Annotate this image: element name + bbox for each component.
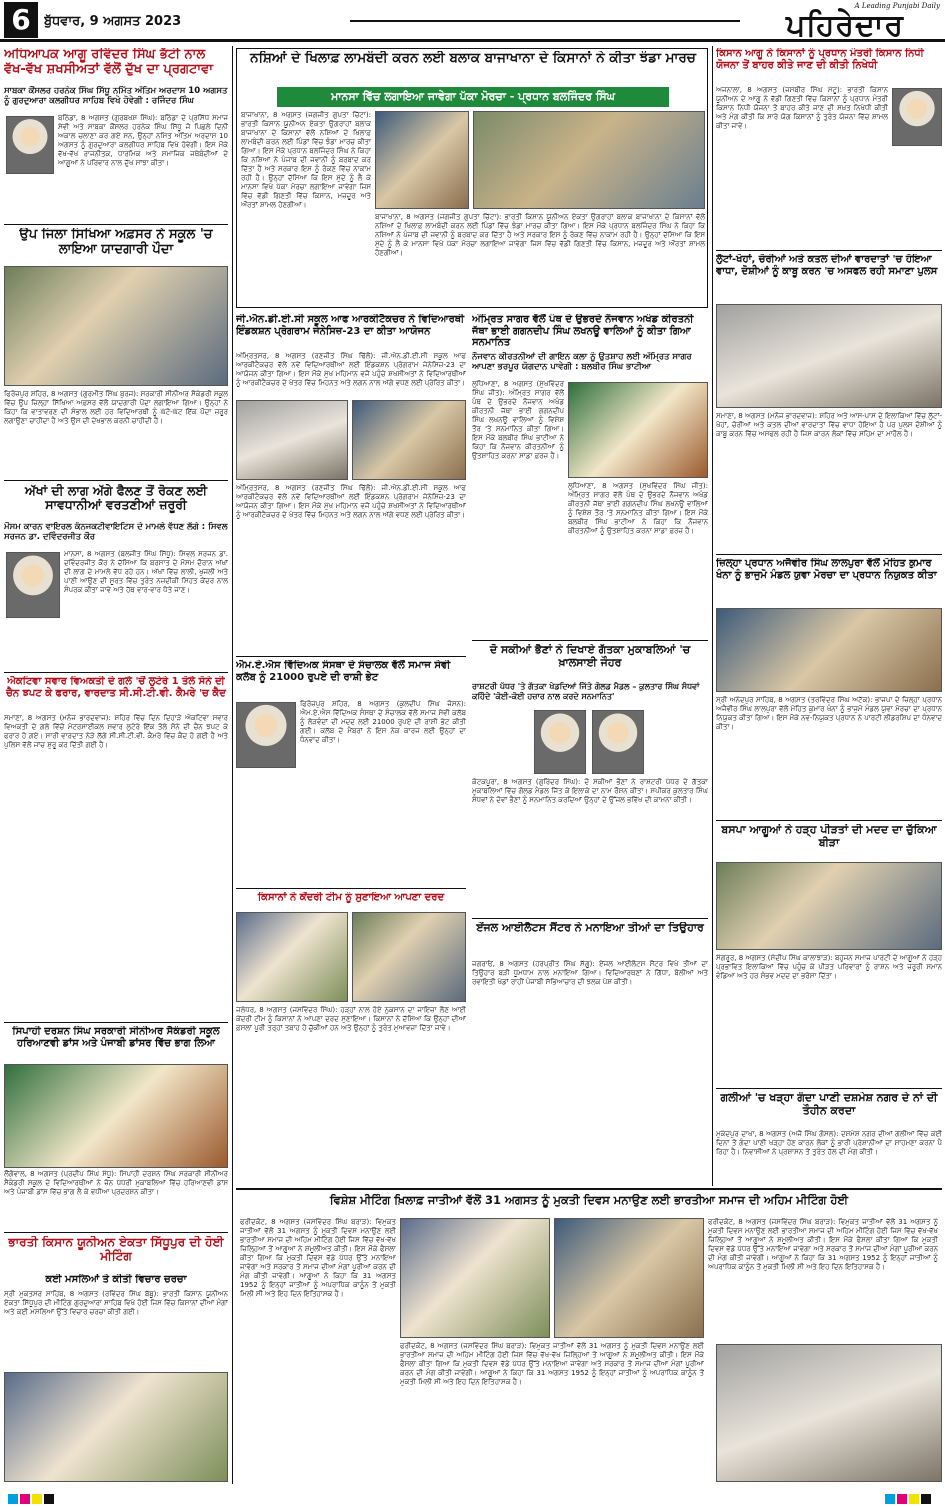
lead-photo (473, 111, 705, 209)
magenta-swatch (20, 1494, 30, 1504)
column-rule (232, 46, 233, 1484)
headline: ਗਲੀਆਂ 'ਚ ਖੜ੍ਹਾ ਗੰਦਾ ਪਾਣੀ ਦਸ਼ਮੇਸ਼ ਨਗਰ ਦੇ ਨਾਂ ਦੀ ਤੌਹੀਨ ਕਰਦਾ (720, 1092, 938, 1117)
divider (716, 554, 942, 555)
column-rule (712, 46, 713, 1186)
headline: ਕਿਸਾਨਾਂ ਨੇ ਕੇਂਦਰੀ ਟੀਮ ਨੂੰ ਸੁਣਾਇਆ ਆਪਣਾ ਦਰਦ (257, 892, 445, 903)
divider (472, 918, 708, 919)
bottom-body: ਫਰੀਦਕੋਟ, 8 ਅਗਸਤ (ਜਸਵਿੰਦਰ ਸਿੰਘ ਬਰਾੜ): ਵਿਮੁਕਤ ਜਾਤੀਆਂ ਵੱਲੋਂ 31 ਅਗਸਤ ਨੂੰ ਮੁਕਤੀ ਦਿਵਸ ਮਨਾਉਣ ਲਈ ਭਾਰਤੀਆ ਸਮਾਜ ਦੀ ਅਹਿਮ ਮੀਟਿੰਗ ਹੋਈ ਜਿਸ ਵਿੱਚ ਵੱਖ-ਵੱਖ ਜ਼ਿਲ੍ਹਿਆਂ ਤੋਂ ਆਗੂਆਂ ਨੇ ਸ਼ਮੂਲੀਅਤ ਕੀਤੀ। ਇਸ ਮੌਕੇ ਫੈਸਲਾ ਕੀਤਾ ਗਿਆ ਕਿ ਮੁਕਤੀ ਦਿਵਸ ਵੱਡੇ ਪੱਧਰ ਉੱਤੇ ਮਨਾਇਆ ਜਾਵੇਗਾ ਅਤੇ ਸਰਕਾਰ ਤੋਂ ਸਮਾਜ ਦੀਆਂ ਮੰਗਾਂ ਪੂਰੀਆਂ ਕਰਨ ਦੀ ਮੰਗ ਕੀਤੀ ਜਾਵੇਗੀ। ਆਗੂਆਂ ਨੇ ਕਿਹਾ ਕਿ 31 ਅਗਸਤ 1952 ਨੂੰ ਇਨ੍ਹਾਂ ਜਾਤੀਆਂ ਨੂੰ ਅਪਰਾਧਿਕ ਕਾਨੂੰਨ ਤੋਂ ਮੁਕਤੀ ਮਿਲੀ ਸੀ ਅਤੇ ਇਹ ਦਿਨ ਇਤਿਹਾਸਕ ਹੈ। (240, 1218, 396, 1298)
subheadline: ਕਈ ਮਸਲਿਆਂ ਤੇ ਕੀਤੀ ਵਿਚਾਰ ਚਰਚਾ (45, 1274, 187, 1285)
headline: ਜ਼ਿਲ੍ਹਾ ਪ੍ਰਧਾਨ ਅਜੈਵੀਰ ਸਿੰਘ ਲਾਲਪੁਰਾ ਵੱਲੋਂ ਮੋਹਿਤ ਕੁਮਾਰ ਖੰਨਾ ਨੂੰ ਭਾਜੁਮੋ ਮੰਡਲ ਯੁਵਾ ਮੋਰਚਾ ਦਾ ਪ੍ਰਧਾਨ ਨਿਯੁਕਤ ਕੀਤਾ (716, 558, 937, 581)
article-body: ਅੰਮ੍ਰਿਤਸਰ, 8 ਅਗਸਤ (ਰਣਜੀਤ ਸਿੰਘ ਢਿੱਲੋਂ): ਜੀ.ਐਨ.ਡੀ.ਈ.ਸੀ ਸਕੂਲ ਆਫ ਆਰਕੀਟੈਕਚਰ ਵੱਲੋਂ ਨਵੇਂ ਵਿਦਿਆਰਥੀਆਂ ਲਈ ਇੰਡਕਸ਼ਨ ਪ੍ਰੋਗਰਾਮ ਜੇਨੇਸਿਜ਼-23 ਦਾ ਆਯੋਜਨ ਕੀਤਾ ਗਿਆ। ਇਸ ਮੌਕੇ ਮੁੱਖ ਮਹਿਮਾਨ ਵਜੋਂ ਪਹੁੰਚੇ ਸ਼ਖਸੀਅਤਾਂ ਨੇ ਵਿਦਿਆਰਥੀਆਂ ਨੂੰ ਆਰਕੀਟੈਕਚਰ ਦੇ ਖੇਤਰ ਵਿੱਚ ਮਿਹਨਤ ਅਤੇ ਲਗਨ ਨਾਲ ਅੱਗੇ ਵਧਣ ਲਈ ਪ੍ਰੇਰਿਤ ਕੀਤਾ। (236, 352, 466, 387)
article-body: ਸ੍ਰੀ ਅਨੰਦਪੁਰ ਸਾਹਿਬ, 8 ਅਗਸਤ (ਤਰਵਿੰਦਰ ਸਿੰਘ ਅਟੱਕ): ਭਾਜਪਾ ਦੇ ਜ਼ਿਲ੍ਹਾ ਪ੍ਰਧਾਨ ਅਜੈਵੀਰ ਸਿੰਘ ਲਾਲਪੁਰਾ ਵੱਲੋਂ ਮੋਹਿਤ ਕੁਮਾਰ ਖੰਨਾ ਨੂੰ ਭਾਜੁਮੋ ਮੰਡਲ ਯੁਵਾ ਮੋਰਚਾ ਦਾ ਪ੍ਰਧਾਨ ਨਿਯੁਕਤ ਕੀਤਾ ਗਿਆ। ਇਸ ਮੌਕੇ ਨਵ-ਨਿਯੁਕਤ ਪ੍ਰਧਾਨ ਨੇ ਪਾਰਟੀ ਲੀਡਰਸ਼ਿਪ ਦਾ ਧੰਨਵਾਦ ਕੀਤਾ। (716, 696, 942, 731)
article-photo (352, 400, 466, 480)
article-photo (716, 862, 942, 950)
masthead-rule (350, 20, 740, 22)
column-left (4, 48, 228, 1488)
article-body: ਸ੍ਰੀ ਮੁਕਤਸਰ ਸਾਹਿਬ, 8 ਅਗਸਤ (ਰਵਿੰਦਰ ਸਿੰਘ ਬੱਬੂ): ਭਾਰਤੀ ਕਿਸਾਨ ਯੂਨੀਅਨ ਏਕਤਾ ਸਿੱਧੂਪੁਰ ਦੀ ਮੀਟਿੰਗ ਗੁਰਦੁਆਰਾ ਸਾਹਿਬ ਵਿਖੇ ਹੋਈ ਜਿਸ ਵਿੱਚ ਕਿਸਾਨਾਂ ਦੀਆਂ ਮੰਗਾਂ ਅਤੇ ਕਈ ਮਸਲਿਆਂ ਉੱਤੇ ਵਿਚਾਰ ਚਰਚਾ ਕੀਤੀ ਗਈ। (4, 1290, 228, 1316)
article-body: ਜਲੰਧਰ, 8 ਅਗਸਤ (ਜਸਵਿੰਦਰ ਸਿੰਘ): ਹੜ੍ਹਾਂ ਨਾਲ ਹੋਏ ਨੁਕਸਾਨ ਦਾ ਜਾਇਜ਼ਾ ਲੈਣ ਆਈ ਕੇਂਦਰੀ ਟੀਮ ਨੂੰ ਕਿਸਾਨਾਂ ਨੇ ਆਪਣਾ ਦਰਦ ਸੁਣਾਇਆ। ਕਿਸਾਨਾਂ ਨੇ ਦੱਸਿਆ ਕਿ ਉਨ੍ਹਾਂ ਦੀਆਂ ਫ਼ਸਲਾਂ ਪੂਰੀ ਤਰ੍ਹਾਂ ਤਬਾਹ ਹੋ ਚੁੱਕੀਆਂ ਹਨ ਅਤੇ ਉਨ੍ਹਾਂ ਨੂੰ ਤੁਰੰਤ ਮੁਆਵਜ਼ਾ ਦਿੱਤਾ ਜਾਵੇ। (236, 1006, 466, 1032)
divider (4, 224, 228, 225)
article-body: ਸਮਾਣਾ, 8 ਅਗਸਤ (ਮਨੋਜ ਭਾਰਦਵਾਜ): ਸ਼ਹਿਰ ਵਿੱਚ ਦਿਨ ਦਿਹਾੜੇ ਐਕਟਿਵਾ ਸਵਾਰ ਵਿਅਕਤੀ ਦੇ ਗਲੇ ਵਿੱਚੋਂ ਮੋਟਰਸਾਈਕਲ ਸਵਾਰ ਲੁਟੇਰੇ ਇੱਕ ਤੋਲੇ ਸੋਨੇ ਦੀ ਚੈਨ ਝਪਟ ਕੇ ਫਰਾਰ ਹੋ ਗਏ। ਸਾਰੀ ਵਾਰਦਾਤ ਨੇੜੇ ਲੱਗੇ ਸੀ.ਸੀ.ਟੀ.ਵੀ. ਕੈਮਰੇ ਵਿੱਚ ਕੈਦ ਹੋ ਗਈ ਹੈ ਅਤੇ ਪੁਲਿਸ ਵੱਲੋਂ ਜਾਂਚ ਸ਼ੁਰੂ ਕਰ ਦਿੱਤੀ ਗਈ ਹੈ। (4, 714, 228, 749)
article-body: ਲੁਧਿਆਣਾ, 8 ਅਗਸਤ (ਸੁਖਵਿੰਦਰ ਸਿੰਘ ਜੀਤ): ਅੰਮ੍ਰਿਤ ਸਾਗਰ ਵੱਲੋਂ ਪੰਥ ਦੇ ਉਭਰਦੇ ਨੌਜਵਾਨ ਅਖੰਡ ਕੀਰਤਨੀ ਜੱਥਾ ਭਾਈ ਗਗਨਦੀਪ ਸਿੰਘ ਲਖਨਊ ਵਾਲਿਆਂ ਨੂੰ ਵਿਸ਼ੇਸ਼ ਤੌਰ 'ਤੇ ਸਨਮਾਨਿਤ ਕੀਤਾ ਗਿਆ। ਇਸ ਮੌਕੇ ਬਲਬੀਰ ਸਿੰਘ ਭਾਟੀਆ ਨੇ ਕਿਹਾ ਕਿ ਨੌਜਵਾਨ ਕੀਰਤਨੀਆਂ ਨੂੰ ਉਤਸ਼ਾਹਿਤ ਕਰਨਾ ਸਾਡਾ ਫ਼ਰਜ਼ ਹੈ। (568, 482, 708, 535)
yellow-swatch (909, 1494, 919, 1504)
cyan-swatch (885, 1494, 895, 1504)
article-body: ਅਜਨਾਲਾ, 8 ਅਗਸਤ (ਜਸਬੀਰ ਸਿੰਘ ਮੱਟੂ): ਭਾਰਤੀ ਕਿਸਾਨ ਯੂਨੀਅਨ ਦੇ ਆਗੂ ਨੇ ਵੱਡੀ ਗਿਣਤੀ ਵਿੱਚ ਕਿਸਾਨਾਂ ਨੂੰ ਪ੍ਰਧਾਨ ਮੰਤਰੀ ਕਿਸਾਨ ਨਿਧੀ ਯੋਜਨਾ ਤੋਂ ਬਾਹਰ ਕੀਤੇ ਜਾਣ ਦੀ ਸਖ਼ਤ ਨਿਖੇਧੀ ਕੀਤੀ ਅਤੇ ਮੰਗ ਕੀਤੀ ਕਿ ਸਾਰੇ ਯੋਗ ਕਿਸਾਨਾਂ ਨੂੰ ਤੁਰੰਤ ਯੋਜਨਾ ਵਿੱਚ ਸ਼ਾਮਲ ਕੀਤਾ ਜਾਵੇ। (716, 86, 888, 130)
divider (4, 480, 228, 481)
article-body: ਮਾਨਸਾ, 8 ਅਗਸਤ (ਬਲਜੀਤ ਸਿੰਘ ਸਿੱਧੂ): ਸਿਵਲ ਸਰਜਨ ਡਾ. ਦਵਿੰਦਰਜੀਤ ਕੌਰ ਨੇ ਦੱਸਿਆ ਕਿ ਬਰਸਾਤ ਦੇ ਮੌਸਮ ਦੌਰਾਨ ਅੱਖਾਂ ਦੀ ਲਾਗ ਦੇ ਮਾਮਲੇ ਵੱਧ ਰਹੇ ਹਨ। ਅੱਖਾਂ ਵਿੱਚ ਲਾਲੀ, ਖੁਜਲੀ ਅਤੇ ਪਾਣੀ ਆਉਣ ਦੀ ਸੂਰਤ ਵਿੱਚ ਤੁਰੰਤ ਨਜ਼ਦੀਕੀ ਸਿਹਤ ਕੇਂਦਰ ਨਾਲ ਸੰਪਰਕ ਕੀਤਾ ਜਾਵੇ ਅਤੇ ਹੱਥ ਵਾਰ-ਵਾਰ ਧੋਤੇ ਜਾਣ। (64, 550, 228, 594)
masthead (0, 0, 945, 42)
headline: ਜੀ.ਐਨ.ਡੀ.ਈ.ਸੀ ਸਕੂਲ ਆਫ ਆਰਕੀਟੈਕਚਰ ਨੇ ਵਿਦਿਆਰਥੀ ਇੰਡਕਸ਼ਨ ਪ੍ਰੋਗਰਾਮ ਜੇਨੇਸਿਜ਼-23 ਦਾ ਕੀਤਾ ਆਯੋਜਨ (236, 314, 465, 337)
subheadline: ਸਾਬਕਾ ਕੌਂਸਲਰ ਹਰਨੇਕ ਸਿੰਘ ਸਿੱਧੂ ਨਮਿੱਤ ਅੰਤਿਮ ਅਰਦਾਸ 10 ਅਗਸਤ ਨੂੰ ਗੁਰਦੁਆਰਾ ਕਲਗੀਧਰ ਸਾਹਿਬ ਵਿਖੇ ਹੋਵੇਗੀ : ਰਜਿੰਦਰ ਸਿੰਘ (4, 86, 228, 107)
portrait-photo (6, 116, 54, 174)
bottom-headline: ਵਿਸ਼ੇਸ਼ ਮੀਟਿੰਗ ਖ਼ਿਲਾਫ਼ ਜਾਤੀਆਂ ਵੱਲੋਂ 31 ਅਗਸਤ ਨੂੰ ਮੁਕਤੀ ਦਿਵਸ ਮਨਾਉਣ ਲਈ ਭਾਰਤੀਆ ਸਮਾਜ ਦੀ ਅਹਿਮ ਮੀਟਿੰਗ ਹੋਈ (329, 1194, 849, 1207)
bottom-body: ਫਰੀਦਕੋਟ, 8 ਅਗਸਤ (ਜਸਵਿੰਦਰ ਸਿੰਘ ਬਰਾੜ): ਵਿਮੁਕਤ ਜਾਤੀਆਂ ਵੱਲੋਂ 31 ਅਗਸਤ ਨੂੰ ਮੁਕਤੀ ਦਿਵਸ ਮਨਾਉਣ ਲਈ ਭਾਰਤੀਆ ਸਮਾਜ ਦੀ ਅਹਿਮ ਮੀਟਿੰਗ ਹੋਈ ਜਿਸ ਵਿੱਚ ਵੱਖ-ਵੱਖ ਜ਼ਿਲ੍ਹਿਆਂ ਤੋਂ ਆਗੂਆਂ ਨੇ ਸ਼ਮੂਲੀਅਤ ਕੀਤੀ। ਇਸ ਮੌਕੇ ਫੈਸਲਾ ਕੀਤਾ ਗਿਆ ਕਿ ਮੁਕਤੀ ਦਿਵਸ ਵੱਡੇ ਪੱਧਰ ਉੱਤੇ ਮਨਾਇਆ ਜਾਵੇਗਾ ਅਤੇ ਸਰਕਾਰ ਤੋਂ ਸਮਾਜ ਦੀਆਂ ਮੰਗਾਂ ਪੂਰੀਆਂ ਕਰਨ ਦੀ ਮੰਗ ਕੀਤੀ ਜਾਵੇਗੀ। ਆਗੂਆਂ ਨੇ ਕਿਹਾ ਕਿ 31 ਅਗਸਤ 1952 ਨੂੰ ਇਨ੍ਹਾਂ ਜਾਤੀਆਂ ਨੂੰ ਅਪਰਾਧਿਕ ਕਾਨੂੰਨ ਤੋਂ ਮੁਕਤੀ ਮਿਲੀ ਸੀ ਅਤੇ ਇਹ ਦਿਨ ਇਤਿਹਾਸਕ ਹੈ। (400, 1342, 704, 1386)
article-photo (352, 912, 466, 1002)
portrait-photo (534, 710, 586, 774)
bottom-photo (400, 1218, 550, 1338)
lead-body: ਬਾਜਾਖਾਨਾ, 8 ਅਗਸਤ (ਜਗਜੀਤ ਗੁਪਤਾ ਚਿੱਟਾ): ਭਾਰਤੀ ਕਿਸਾਨ ਯੂਨੀਅਨ ਏਕਤਾ ਉਗਰਾਹਾਂ ਬਲਾਕ ਬਾਜਾਖਾਨਾ ਦੇ ਕਿਸਾਨਾਂ ਵੱਲੋਂ ਨਸ਼ਿਆਂ ਦੇ ਖਿਲਾਫ਼ ਲਾਮਬੰਦੀ ਕਰਨ ਲਈ ਪਿੰਡਾਂ ਵਿੱਚ ਝੰਡਾ ਮਾਰਚ ਕੀਤਾ ਗਿਆ। ਇਸ ਮੌਕੇ ਪ੍ਰਧਾਨ ਬਲਜਿੰਦਰ ਸਿੰਘ ਨੇ ਕਿਹਾ ਕਿ ਨਸ਼ਿਆਂ ਨੇ ਪੰਜਾਬ ਦੀ ਜਵਾਨੀ ਨੂੰ ਬਰਬਾਦ ਕਰ ਦਿੱਤਾ ਹੈ ਅਤੇ ਸਰਕਾਰ ਇਸ ਨੂੰ ਰੋਕਣ ਵਿੱਚ ਨਾਕਾਮ ਰਹੀ ਹੈ। ਉਨ੍ਹਾਂ ਦੱਸਿਆ ਕਿ ਇਸ ਮੁੱਦੇ ਨੂੰ ਲੈ ਕੇ ਮਾਨਸਾ ਵਿਖੇ ਪੱਕਾ ਮੋਰਚਾ ਲਗਾਇਆ ਜਾਵੇਗਾ ਜਿਸ ਵਿੱਚ ਵੱਡੀ ਗਿਣਤੀ ਵਿੱਚ ਕਿਸਾਨ, ਮਜ਼ਦੂਰ ਅਤੇ ਔਰਤਾਂ ਸ਼ਾਮਲ ਹੋਣਗੀਆਂ। (375, 213, 705, 257)
divider (716, 820, 942, 821)
portrait-photo (236, 702, 296, 768)
headline: ਲੁੱਟਾਂ-ਖੋਹਾਂ, ਚੋਰੀਆਂ ਅਤੇ ਕਤਲ ਦੀਆਂ ਵਾਰਦਾਤਾਂ 'ਚ ਹੋਇਆ ਵਾਧਾ, ਦੋਸ਼ੀਆਂ ਨੂੰ ਕਾਬੂ ਕਰਨ 'ਚ ਅਸਫਲ ਰਹੀ ਸਮਾਣਾ ਪੁਲਸ (716, 254, 938, 277)
lead-photo (375, 111, 469, 209)
divider (4, 1232, 228, 1233)
divider (472, 640, 708, 641)
article-photo (568, 382, 708, 478)
bottom-body: ਫਰੀਦਕੋਟ, 8 ਅਗਸਤ (ਜਸਵਿੰਦਰ ਸਿੰਘ ਬਰਾੜ): ਵਿਮੁਕਤ ਜਾਤੀਆਂ ਵੱਲੋਂ 31 ਅਗਸਤ ਨੂੰ ਮੁਕਤੀ ਦਿਵਸ ਮਨਾਉਣ ਲਈ ਭਾਰਤੀਆ ਸਮਾਜ ਦੀ ਅਹਿਮ ਮੀਟਿੰਗ ਹੋਈ ਜਿਸ ਵਿੱਚ ਵੱਖ-ਵੱਖ ਜ਼ਿਲ੍ਹਿਆਂ ਤੋਂ ਆਗੂਆਂ ਨੇ ਸ਼ਮੂਲੀਅਤ ਕੀਤੀ। ਇਸ ਮੌਕੇ ਫੈਸਲਾ ਕੀਤਾ ਗਿਆ ਕਿ ਮੁਕਤੀ ਦਿਵਸ ਵੱਡੇ ਪੱਧਰ ਉੱਤੇ ਮਨਾਇਆ ਜਾਵੇਗਾ ਅਤੇ ਸਰਕਾਰ ਤੋਂ ਸਮਾਜ ਦੀਆਂ ਮੰਗਾਂ ਪੂਰੀਆਂ ਕਰਨ ਦੀ ਮੰਗ ਕੀਤੀ ਜਾਵੇਗੀ। ਆਗੂਆਂ ਨੇ ਕਿਹਾ ਕਿ 31 ਅਗਸਤ 1952 ਨੂੰ ਇਨ੍ਹਾਂ ਜਾਤੀਆਂ ਨੂੰ ਅਪਰਾਧਿਕ ਕਾਨੂੰਨ ਤੋਂ ਮੁਕਤੀ ਮਿਲੀ ਸੀ ਅਤੇ ਇਹ ਦਿਨ ਇਤਿਹਾਸਕ ਹੈ। (708, 1218, 938, 1271)
article-body: ਮੁਕੰਦਪੁਰ ਦਾਖਾ, 8 ਅਗਸਤ (ਅਜੈ ਸਿੰਘ ਗੋਸਲ): ਦਸ਼ਮੇਸ਼ ਨਗਰ ਦੀਆਂ ਗਲੀਆਂ ਵਿੱਚ ਕਈ ਦਿਨਾਂ ਤੋਂ ਗੰਦਾ ਪਾਣੀ ਖੜ੍ਹਾ ਹੋਣ ਕਾਰਨ ਲੋਕਾਂ ਨੂੰ ਭਾਰੀ ਪ੍ਰੇਸ਼ਾਨੀਆਂ ਦਾ ਸਾਹਮਣਾ ਕਰਨਾ ਪੈ ਰਿਹਾ ਹੈ। ਨਿਵਾਸੀਆਂ ਨੇ ਪ੍ਰਸ਼ਾਸਨ ਤੋਂ ਤੁਰੰਤ ਹੱਲ ਦੀ ਮੰਗ ਕੀਤੀ। (716, 1130, 942, 1156)
page-number: 6 (4, 2, 38, 38)
article-body: ਜਗਰਾਓਂ, 8 ਅਗਸਤ (ਹਰਪ੍ਰੀਤ ਸਿੰਘ ਸੱਗੂ): ਏਂਜਲ ਆਈਲੈਟਸ ਸੈਂਟਰ ਵਿਖੇ ਤੀਆਂ ਦਾ ਤਿਉਹਾਰ ਬੜੀ ਧੂਮਧਾਮ ਨਾਲ ਮਨਾਇਆ ਗਿਆ। ਵਿਦਿਆਰਥਣਾਂ ਨੇ ਗਿੱਧਾ, ਬੋਲੀਆਂ ਅਤੇ ਰਵਾਇਤੀ ਖੇਡਾਂ ਰਾਹੀਂ ਪੰਜਾਬੀ ਸੱਭਿਆਚਾਰ ਦੀ ਝਲਕ ਪੇਸ਼ ਕੀਤੀ। (472, 960, 708, 986)
portrait-photo (892, 88, 942, 146)
yellow-swatch (32, 1494, 42, 1504)
article-body: ਲੁਧਿਆਣਾ, 8 ਅਗਸਤ (ਸੁਖਵਿੰਦਰ ਸਿੰਘ ਜੀਤ): ਅੰਮ੍ਰਿਤ ਸਾਗਰ ਵੱਲੋਂ ਪੰਥ ਦੇ ਉਭਰਦੇ ਨੌਜਵਾਨ ਅਖੰਡ ਕੀਰਤਨੀ ਜੱਥਾ ਭਾਈ ਗਗਨਦੀਪ ਸਿੰਘ ਲਖਨਊ ਵਾਲਿਆਂ ਨੂੰ ਵਿਸ਼ੇਸ਼ ਤੌਰ 'ਤੇ ਸਨਮਾਨਿਤ ਕੀਤਾ ਗਿਆ। ਇਸ ਮੌਕੇ ਬਲਬੀਰ ਸਿੰਘ ਭਾਟੀਆ ਨੇ ਕਿਹਾ ਕਿ ਨੌਜਵਾਨ ਕੀਰਤਨੀਆਂ ਨੂੰ ਉਤਸ਼ਾਹਿਤ ਕਰਨਾ ਸਾਡਾ ਫ਼ਰਜ਼ ਹੈ। (472, 380, 564, 460)
article-body: ਲੌਂਗੋਵਾਲ, 8 ਅਗਸਤ (ਪ੍ਰਦੀਪ ਸਿੰਘ ਸੰਧੂ): ਸਿਪਾਹੀ ਦਰਸ਼ਨ ਸਿੰਘ ਸਰਕਾਰੀ ਸੀਨੀਅਰ ਸੈਕੰਡਰੀ ਸਕੂਲ ਦੇ ਵਿਦਿਆਰਥੀਆਂ ਨੇ ਜ਼ੋਨ ਪੱਧਰੀ ਮੁਕਾਬਲਿਆਂ ਵਿੱਚ ਹਰਿਆਣਵੀ ਡਾਂਸ ਅਤੇ ਪੰਜਾਬੀ ਡਾਂਸ ਵਿੱਚ ਭਾਗ ਲੈ ਕੇ ਵਧੀਆ ਪ੍ਰਦਰਸ਼ਨ ਕੀਤਾ। (4, 1170, 228, 1196)
subheadline: ਨੌਜਵਾਨ ਕੀਰਤਨੀਆਂ ਦੀ ਗਾਇਨ ਕਲਾ ਨੂੰ ਉਤਸ਼ਾਹ ਲਈ ਅੰਮ੍ਰਿਤ ਸਾਗਰ ਆਪਣਾ ਭਰਪੂਰ ਯੋਗਦਾਨ ਪਾਵੇਗੀ : ਬਲਬੀਰ ਸਿੰਘ ਭਾਟੀਆ (472, 352, 692, 373)
article-body: ਸੰਗਰੂਰ, 8 ਅਗਸਤ (ਸੰਦੀਪ ਸਿੰਘ ਕਾਲਾਝਾੜ): ਬਹੁਜਨ ਸਮਾਜ ਪਾਰਟੀ ਦੇ ਆਗੂਆਂ ਨੇ ਹੜ੍ਹ ਪ੍ਰਭਾਵਿਤ ਇਲਾਕਿਆਂ ਵਿੱਚ ਪਹੁੰਚ ਕੇ ਪੀੜਤ ਪਰਿਵਾਰਾਂ ਨੂੰ ਰਾਸ਼ਨ ਅਤੇ ਜ਼ਰੂਰੀ ਸਮਾਨ ਵੰਡਿਆ ਅਤੇ ਹਰ ਸੰਭਵ ਮਦਦ ਦਾ ਭਰੋਸਾ ਦਿੱਤਾ। (716, 954, 942, 980)
lead-banner: ਮਾਨਸਾ ਵਿੱਚ ਲਗਾਇਆ ਜਾਵੇਗਾ ਪੱਕਾ ਮੋਰਚਾ - ਪ੍ਰਧਾਨ ਬਲਜਿੰਦਰ ਸਿੰਘ (277, 87, 669, 107)
article-body: ਫਿਰੋਜ਼ਪੁਰ ਸ਼ਹਿਰ, 8 ਅਗਸਤ (ਕੁਲਦੀਪ ਸਿੰਘ ਜੋਸਨ): ਐਮ.ਏ.ਐਸ ਵਿੱਦਿਅਕ ਸੰਸਥਾ ਦੇ ਸੰਚਾਲਕ ਵੱਲੋਂ ਸਮਾਜ ਸੇਵੀ ਕਲੱਬ ਨੂੰ ਲੋੜਵੰਦਾਂ ਦੀ ਮਦਦ ਲਈ 21000 ਰੁਪਏ ਦੀ ਰਾਸ਼ੀ ਭੇਟ ਕੀਤੀ ਗਈ। ਕਲੱਬ ਦੇ ਮੈਂਬਰਾਂ ਨੇ ਇਸ ਨੇਕ ਕਾਰਜ ਲਈ ਉਨ੍ਹਾਂ ਦਾ ਧੰਨਵਾਦ ਕੀਤਾ। (300, 700, 466, 744)
headline: ਭਾਰਤੀ ਕਿਸਾਨ ਯੂਨੀਅਨ ਏਕਤਾ ਸਿੱਧੂਪੁਰ ਦੀ ਹੋਈ ਮੀਟਿੰਗ (8, 1236, 224, 1263)
headline: ਅੱਖਾਂ ਦੀ ਲਾਗ ਅੱਗੇ ਫੈਲਣ ਤੋਂ ਰੋਕਣ ਲਈ ਸਾਵਧਾਨੀਆਂ ਵਰਤਣੀਆਂ ਜ਼ਰੂਰੀ (24, 484, 208, 513)
headline: ਦੋ ਸਕੀਆਂ ਭੈਣਾਂ ਨੇ ਦਿਖਾਏ ਗੱਤਕਾ ਮੁਕਾਬਲਿਆਂ 'ਚ ਖ਼ਾਲਸਾਈ ਜੌਹਰ (489, 644, 691, 669)
article-body: ਫਿਰੋਜ਼ਪੁਰ ਸ਼ਹਿਰ, 8 ਅਗਸਤ (ਗੁਰਮੀਤ ਸਿੰਘ ਬੁਰਜ): ਸਰਕਾਰੀ ਸੀਨੀਅਰ ਸੈਕੰਡਰੀ ਸਕੂਲ ਵਿੱਚ ਉਪ ਜ਼ਿਲ੍ਹਾ ਸਿੱਖਿਆ ਅਫ਼ਸਰ ਵੱਲੋਂ ਯਾਦਗਾਰੀ ਪੌਦਾ ਲਗਾਇਆ ਗਿਆ। ਉਨ੍ਹਾਂ ਨੇ ਕਿਹਾ ਕਿ ਵਾਤਾਵਰਣ ਦੀ ਸੰਭਾਲ ਲਈ ਹਰ ਵਿਦਿਆਰਥੀ ਨੂੰ ਘੱਟੋ-ਘੱਟ ਇੱਕ ਪੌਦਾ ਜ਼ਰੂਰ ਲਗਾਉਣਾ ਚਾਹੀਦਾ ਹੈ ਅਤੇ ਉਸ ਦੀ ਦੇਖਭਾਲ ਕਰਨੀ ਚਾਹੀਦੀ ਹੈ। (4, 390, 228, 425)
lead-story (236, 48, 708, 308)
article-photo (236, 400, 348, 480)
magenta-swatch (897, 1494, 907, 1504)
subheadline: ਮੌਸਮ ਕਾਰਨ ਵਾਇਰਲ ਕੰਨਜਕਟੀਵਾਇਟਿਸ ਦੇ ਮਾਮਲੇ ਵੱਧਣ ਲੱਗੇ : ਸਿਵਲ ਸਰਜਨ ਡਾ. ਦਵਿੰਦਰਜੀਤ ਕੌਰ (4, 522, 228, 543)
article-photo (716, 608, 942, 692)
divider (4, 1022, 228, 1023)
bottom-story (236, 1188, 942, 1486)
black-swatch (44, 1494, 54, 1504)
divider (4, 672, 228, 673)
headline: ਅਧਿਆਪਕ ਆਗੂ ਰਵਿੰਦਰ ਸਿੰਘ ਭੱਟੀ ਨਾਲ ਵੱਖ-ਵੱਖ ਸ਼ਖਸੀਅਤਾਂ ਵੱਲੋਂ ਦੁੱਖ ਦਾ ਪ੍ਰਗਟਾਵਾ (4, 48, 213, 77)
headline: ਬਸਪਾ ਆਗੂਆਂ ਨੇ ਹੜ੍ਹ ਪੀੜਤਾਂ ਦੀ ਮਦਦ ਦਾ ਚੁੱਕਿਆ ਬੀੜਾ (721, 824, 937, 849)
newspaper-tagline: A Leading Punjabi Daily (854, 2, 940, 10)
column-center-right (472, 314, 708, 1184)
page-date: ਬੁੱਧਵਾਰ, 9 ਅਗਸਤ 2023 (44, 14, 344, 36)
print-color-bar (0, 1492, 945, 1507)
lead-body: ਬਾਜਾਖਾਨਾ, 8 ਅਗਸਤ (ਜਗਜੀਤ ਗੁਪਤਾ ਚਿੱਟਾ): ਭਾਰਤੀ ਕਿਸਾਨ ਯੂਨੀਅਨ ਏਕਤਾ ਉਗਰਾਹਾਂ ਬਲਾਕ ਬਾਜਾਖਾਨਾ ਦੇ ਕਿਸਾਨਾਂ ਵੱਲੋਂ ਨਸ਼ਿਆਂ ਦੇ ਖਿਲਾਫ਼ ਲਾਮਬੰਦੀ ਕਰਨ ਲਈ ਪਿੰਡਾਂ ਵਿੱਚ ਝੰਡਾ ਮਾਰਚ ਕੀਤਾ ਗਿਆ। ਇਸ ਮੌਕੇ ਪ੍ਰਧਾਨ ਬਲਜਿੰਦਰ ਸਿੰਘ ਨੇ ਕਿਹਾ ਕਿ ਨਸ਼ਿਆਂ ਨੇ ਪੰਜਾਬ ਦੀ ਜਵਾਨੀ ਨੂੰ ਬਰਬਾਦ ਕਰ ਦਿੱਤਾ ਹੈ ਅਤੇ ਸਰਕਾਰ ਇਸ ਨੂੰ ਰੋਕਣ ਵਿੱਚ ਨਾਕਾਮ ਰਹੀ ਹੈ। ਉਨ੍ਹਾਂ ਦੱਸਿਆ ਕਿ ਇਸ ਮੁੱਦੇ ਨੂੰ ਲੈ ਕੇ ਮਾਨਸਾ ਵਿਖੇ ਪੱਕਾ ਮੋਰਚਾ ਲਗਾਇਆ ਜਾਵੇਗਾ ਜਿਸ ਵਿੱਚ ਵੱਡੀ ਗਿਣਤੀ ਵਿੱਚ ਕਿਸਾਨ, ਮਜ਼ਦੂਰ ਅਤੇ ਔਰਤਾਂ ਸ਼ਾਮਲ ਹੋਣਗੀਆਂ। (241, 111, 371, 209)
divider (716, 1088, 942, 1089)
headline: ਅੰਮ੍ਰਿਤ ਸਾਗਰ ਵੱਲੋਂ ਪੰਥ ਦੇ ਉਭਰਦੇ ਨੌਜਵਾਨ ਅਖੰਡ ਕੀਰਤਨੀ ਜੱਥਾ ਭਾਈ ਗਗਨਦੀਪ ਸਿੰਘ ਲਖਨਊ ਵਾਲਿਆਂ ਨੂੰ ਕੀਤਾ ਗਿਆ ਸਨਮਾਨਿਤ (472, 314, 694, 348)
headline: ਏਂਜਲ ਆਈਲੈਟਸ ਸੈਂਟਰ ਨੇ ਮਨਾਇਆ ਤੀਆਂ ਦਾ ਤਿਉਹਾਰ (476, 922, 704, 934)
black-swatch (921, 1494, 931, 1504)
article-photo (4, 1372, 228, 1482)
portrait-photo (592, 710, 644, 774)
divider (716, 250, 942, 251)
subheadline: ਰਾਸ਼ਟਰੀ ਪੱਧਰ 'ਤੇ ਗੱਤਕਾ ਖੇਡਦਿਆਂ ਜਿੱਤੇ ਗੋਲਡ ਮੈਡਲ – ਕੁਲਤਾਰ ਸਿੰਘ ਸੰਧਵਾਂ ਕਹਿੰਦੇ 'ਕੋਈ-ਕੋਈ ਹਜ਼ਾਰ ਨਾਲ ਕਰਦੇ ਸਨਮਾਨਿਤ' (472, 682, 700, 701)
article-photo (716, 304, 942, 408)
divider (236, 656, 466, 657)
article-photo (4, 266, 228, 386)
column-center-left (236, 314, 466, 1184)
portrait-photo (6, 552, 60, 618)
article-body: ਕੋਟਕਪੂਰਾ, 8 ਅਗਸਤ (ਗੁਰਿੰਦਰ ਸਿੰਘ): ਦੋ ਸਕੀਆਂ ਭੈਣਾਂ ਨੇ ਰਾਸ਼ਟਰੀ ਪੱਧਰ ਦੇ ਗੱਤਕਾ ਮੁਕਾਬਲਿਆਂ ਵਿੱਚ ਗੋਲਡ ਮੈਡਲ ਜਿੱਤ ਕੇ ਇਲਾਕੇ ਦਾ ਨਾਮ ਰੌਸ਼ਨ ਕੀਤਾ। ਸਪੀਕਰ ਕੁਲਤਾਰ ਸਿੰਘ ਸੰਧਵਾਂ ਨੇ ਦੋਵਾਂ ਭੈਣਾਂ ਨੂੰ ਸਨਮਾਨਿਤ ਕਰਦਿਆਂ ਉਨ੍ਹਾਂ ਦੇ ਉੱਜਲ ਭਵਿੱਖ ਦੀ ਕਾਮਨਾ ਕੀਤੀ। (472, 778, 708, 804)
bottom-photo (554, 1218, 704, 1338)
cyan-swatch (8, 1494, 18, 1504)
headline: ਐਕਟਿਵਾ ਸਵਾਰ ਵਿਅਕਤੀ ਦੇ ਗਲੇ 'ਚੋਂ ਲੁਟੇਰੇ 1 ਤੋਲੇ ਸੋਨੇ ਦੀ ਚੈਨ ਝਪਟ ਕੇ ਫਰਾਰ, ਵਾਰਦਾਤ ਸੀ.ਸੀ.ਟੀ.ਵੀ. ਕੈਮਰੇ 'ਚ ਕੈਦ (6, 676, 226, 699)
article-body: ਅੰਮ੍ਰਿਤਸਰ, 8 ਅਗਸਤ (ਰਣਜੀਤ ਸਿੰਘ ਢਿੱਲੋਂ): ਜੀ.ਐਨ.ਡੀ.ਈ.ਸੀ ਸਕੂਲ ਆਫ ਆਰਕੀਟੈਕਚਰ ਵੱਲੋਂ ਨਵੇਂ ਵਿਦਿਆਰਥੀਆਂ ਲਈ ਇੰਡਕਸ਼ਨ ਪ੍ਰੋਗਰਾਮ ਜੇਨੇਸਿਜ਼-23 ਦਾ ਆਯੋਜਨ ਕੀਤਾ ਗਿਆ। ਇਸ ਮੌਕੇ ਮੁੱਖ ਮਹਿਮਾਨ ਵਜੋਂ ਪਹੁੰਚੇ ਸ਼ਖਸੀਅਤਾਂ ਨੇ ਵਿਦਿਆਰਥੀਆਂ ਨੂੰ ਆਰਕੀਟੈਕਚਰ ਦੇ ਖੇਤਰ ਵਿੱਚ ਮਿਹਨਤ ਅਤੇ ਲਗਨ ਨਾਲ ਅੱਗੇ ਵਧਣ ਲਈ ਪ੍ਰੇਰਿਤ ਕੀਤਾ। (236, 484, 466, 519)
headline: ਉਪ ਜਿਲਾ ਸਿਖਿਆ ਅਫ਼ਸਰ ਨੇ ਸਕੂਲ 'ਚ ਲਾਇਆ ਯਾਦਗਾਰੀ ਪੌਦਾ (19, 228, 213, 257)
article-body: ਬਠਿੰਡਾ, 8 ਅਗਸਤ (ਗੁਰਬਖਸ਼ ਸਿੰਘ): ਬਠਿੰਡਾ ਦੇ ਪ੍ਰਸਿੱਧ ਸਮਾਜ ਸੇਵੀ ਅਤੇ ਸਾਬਕਾ ਕੌਂਸਲਰ ਹਰਨੇਕ ਸਿੰਘ ਸਿੱਧੂ ਜੋ ਪਿਛਲੇ ਦਿਨੀਂ ਅਕਾਲ ਚਲਾਣਾ ਕਰ ਗਏ ਸਨ, ਉਨ੍ਹਾਂ ਨਮਿੱਤ ਅੰਤਿਮ ਅਰਦਾਸ 10 ਅਗਸਤ ਨੂੰ ਗੁਰਦੁਆਰਾ ਕਲਗੀਧਰ ਸਾਹਿਬ ਵਿਖੇ ਹੋਵੇਗੀ। ਇਸ ਮੌਕੇ ਵੱਖ-ਵੱਖ ਰਾਜਨੀਤਕ, ਧਾਰਮਿਕ ਅਤੇ ਸਮਾਜਿਕ ਜਥੇਬੰਦੀਆਂ ਦੇ ਆਗੂਆਂ ਨੇ ਪਰਿਵਾਰ ਨਾਲ ਦੁੱਖ ਸਾਂਝਾ ਕੀਤਾ। (58, 114, 228, 167)
headline: ਸਿਪਾਹੀ ਦਰਸ਼ਨ ਸਿੰਘ ਸਰਕਾਰੀ ਸੀਨੀਅਰ ਸੈਕੰਡਰੀ ਸਕੂਲ ਹਰਿਆਣਵੀ ਡਾਂਸ ਅਤੇ ਪੰਜਾਬੀ ਡਾਂਸਰ ਵਿੱਚ ਭਾਗ ਲਿਆ (12, 1026, 220, 1049)
divider (236, 888, 466, 889)
lead-headline: ਨਸ਼ਿਆਂ ਦੇ ਖਿਲਾਫ਼ ਲਾਮਬੰਦੀ ਕਰਨ ਲਈ ਬਲਾਕ ਬਾਜਾਖਾਨਾ ਦੇ ਕਿਸਾਨਾਂ ਨੇ ਕੀਤਾ ਝੰਡਾ ਮਾਰਚ (250, 51, 696, 66)
article-photo (4, 1064, 228, 1168)
headline: ਕਿਸਾਨ ਆਗੂ ਨੇ ਕਿਸਾਨਾਂ ਨੂੰ ਪ੍ਰਧਾਨ ਮੰਤਰੀ ਕਿਸਾਨ ਨਿਧੀ ਯੋਜਨਾ ਤੋਂ ਬਾਹਰ ਕੀਤੇ ਜਾਣ ਦੀ ਕੀਤੀ ਨਿਖੇਧੀ (716, 48, 924, 71)
article-photo (236, 912, 348, 1002)
article-body: ਸਮਾਣਾ, 8 ਅਗਸਤ (ਮਨੋਜ ਭਾਰਦਵਾਜ): ਸ਼ਹਿਰ ਅਤੇ ਆਸ-ਪਾਸ ਦੇ ਇਲਾਕਿਆਂ ਵਿੱਚ ਲੁੱਟਾਂ-ਖੋਹਾਂ, ਚੋਰੀਆਂ ਅਤੇ ਕਤਲ ਦੀਆਂ ਵਾਰਦਾਤਾਂ ਵਿੱਚ ਵਾਧਾ ਹੋਇਆ ਹੈ ਪਰ ਪੁਲਸ ਦੋਸ਼ੀਆਂ ਨੂੰ ਕਾਬੂ ਕਰਨ ਵਿੱਚ ਅਸਫਲ ਰਹੀ ਹੈ ਜਿਸ ਕਾਰਨ ਲੋਕਾਂ ਵਿੱਚ ਸਹਿਮ ਦਾ ਮਾਹੌਲ ਹੈ। (716, 412, 942, 438)
headline: ਐਮ.ਏ.ਐਸ ਵਿੱਦਿਅਕ ਸੰਸਥਾ ਦੇ ਸੰਚਾਲਕ ਵੱਲੋਂ ਸਮਾਜ ਸੇਵੀ ਕਲੱਬ ਨੂੰ 21000 ਰੁਪਏ ਦੀ ਰਾਸ਼ੀ ਭੇਟ (236, 660, 451, 683)
newspaper-logo: ਪਹਿਰੇਦਾਰ (785, 8, 905, 40)
